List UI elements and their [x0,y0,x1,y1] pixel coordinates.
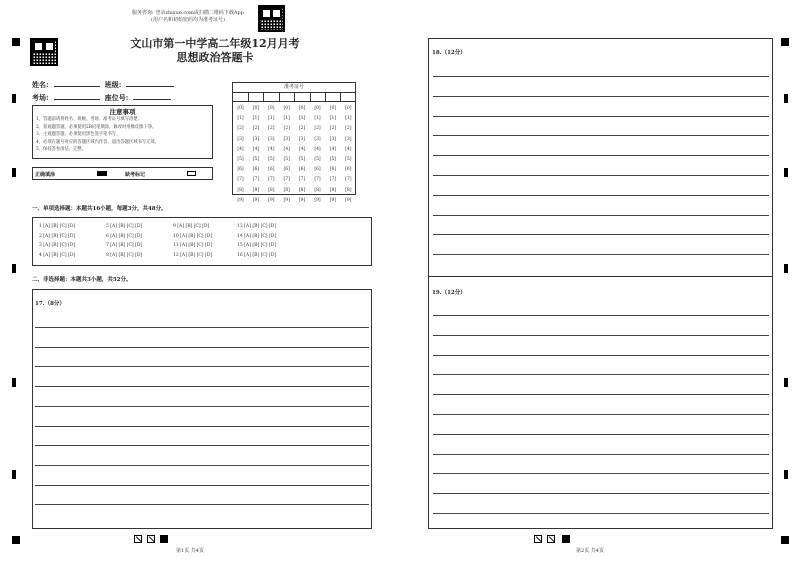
admission-digit-bubble[interactable]: [3] [329,136,337,142]
service-notice: 服务咨询: 登录zhixue.com或扫描二维码下载App [132,10,244,16]
q18-answer-line[interactable] [433,135,769,136]
timing-mark [12,168,16,177]
admission-digit-column [296,104,308,206]
admission-digit-bubble[interactable]: [6] [298,167,306,173]
q19-label: 19.（12分） [432,290,466,296]
admission-digit-bubble[interactable]: [5] [298,157,306,163]
admission-digit-bubble[interactable]: [5] [268,157,275,163]
q19-answer-line[interactable] [433,473,769,474]
q19-answer-line[interactable] [433,454,769,455]
admission-digit-bubble[interactable]: [8] [252,187,260,193]
q18-answer-line[interactable] [433,254,769,255]
admission-digit-bubble[interactable]: [0] [237,106,244,111]
admission-digit-bubble[interactable]: [0] [298,106,306,111]
page-fill-mark [562,535,570,543]
q18-answer-line[interactable] [433,96,769,97]
admission-digit-column [312,104,324,206]
admission-digit-bubble[interactable]: [1] [314,116,321,122]
missing-mark-checkbox[interactable] [187,171,196,176]
admission-digit-bubble[interactable]: [0] [329,106,337,111]
q17-answer-line[interactable] [35,366,369,367]
page-check-mark [147,535,155,543]
q18-answer-line[interactable] [433,234,769,235]
q17-label: 17.（8分） [35,301,65,307]
mc-question-row[interactable]: 2 [A] [B] [C] [D] [39,233,76,239]
notice-item: 3、主观题答题，必须使用黑色签字笔书写。 [36,132,121,138]
admission-digit-bubble[interactable]: [6] [252,167,260,173]
notice-item: 4、必须在题号对应的答题区域内作答，超出答题区域书写无效。 [36,139,160,145]
mc-question-row[interactable]: 8 [A] [B] [C] [D] [106,252,143,258]
room-field[interactable] [54,92,100,100]
admission-digit-bubble[interactable]: [2] [252,126,260,132]
admission-digit-bubble[interactable]: [9] [329,197,337,203]
mc-question-row[interactable]: 1 [A] [B] [C] [D] [39,224,76,229]
admission-digit-bubble[interactable]: [2] [345,126,352,132]
registration-mark [781,536,789,544]
q18-answer-line[interactable] [433,76,769,77]
admission-digit-bubble[interactable]: [0] [252,106,260,111]
mc-question-row[interactable]: 9 [A] [B] [C] [D] [173,224,210,229]
q19-answer-line[interactable] [433,513,769,514]
q18-answer-line[interactable] [433,195,769,196]
admission-digit-bubble[interactable]: [9] [268,197,275,203]
admission-digit-bubble[interactable]: [0] [314,106,321,111]
q18-answer-line[interactable] [433,215,769,216]
admission-digit-column [250,104,262,206]
registration-mark [781,38,789,46]
admission-digit-bubble[interactable]: [0] [268,106,275,111]
notice-title: 注意事项 [109,108,136,116]
page-number-1: 第1页 共4页 [176,548,204,554]
q19-answer-line[interactable] [433,434,769,435]
admission-digit-bubble[interactable]: [3] [314,136,321,142]
timing-mark [12,378,16,387]
admission-number-box [232,82,356,203]
q19-answer-line[interactable] [433,315,769,316]
admission-digit-bubble[interactable]: [6] [283,167,290,173]
admission-digit-bubble[interactable]: [2] [268,126,275,132]
admission-digit-bubble[interactable]: [6] [329,167,337,173]
admission-digit-column [265,104,277,206]
admission-digit-bubble[interactable]: [9] [298,197,306,203]
admission-digit-bubble[interactable]: [1] [252,116,260,122]
mc-question-row[interactable]: 16 [A] [B] [C] [D] [237,252,277,258]
mc-question-row[interactable]: 13 [A] [B] [C] [D] [237,224,277,229]
admission-digit-column [342,104,354,206]
q18-label: 18.（12分） [432,50,466,56]
timing-mark [12,470,16,479]
timing-mark [12,264,16,273]
correct-fill-label: 正确填涂 [35,172,56,178]
admission-digit-bubble[interactable]: [4] [283,146,290,152]
page-number-2: 第2页 共4页 [576,548,604,554]
admission-digit-bubble[interactable]: [1] [298,116,306,122]
admission-digit-bubble[interactable]: [3] [345,136,352,142]
notice-item: 1、答题前请将姓名、班级、考场、准考证号填写清楚。 [36,117,142,122]
admission-digit-bubble[interactable]: [5] [314,157,321,163]
admission-digit-bubble[interactable]: [7] [329,177,337,183]
q19-answer-line[interactable] [433,414,769,415]
app-qr-code [258,5,285,32]
multiple-choice-box [32,217,372,266]
admission-digit-bubble[interactable]: [9] [314,197,321,203]
admission-digit-bubble[interactable]: [5] [345,157,352,163]
admission-digit-bubble[interactable]: [1] [237,116,244,122]
admission-digit-bubble[interactable]: [9] [283,197,290,203]
admission-digit-bubble[interactable]: [7] [252,177,260,183]
admission-digit-bubble[interactable]: [4] [314,146,321,152]
timing-mark [784,264,788,273]
right-answer-area [428,38,773,529]
q17-answer-line[interactable] [35,426,369,427]
admission-digit-bubble[interactable]: [2] [298,126,306,132]
admission-digit-bubble[interactable]: [8] [345,187,352,193]
service-notice-sub: (用户名和初始密码均为准考证号) [151,17,225,23]
mc-question-row[interactable]: 14 [A] [B] [C] [D] [237,233,277,239]
admission-digit-bubble[interactable]: [7] [268,177,275,183]
admission-digit-bubble[interactable]: [2] [314,126,321,132]
registration-mark [12,38,20,46]
page-check-mark [547,535,555,543]
correct-fill-sample [97,171,107,176]
mc-question-row[interactable]: 10 [A] [B] [C] [D] [173,233,213,239]
q17-answer-line[interactable] [35,327,369,328]
q18-answer-line[interactable] [433,175,769,176]
admission-digit-bubble[interactable]: [9] [237,197,244,203]
timing-mark [784,94,788,103]
q19-answer-line[interactable] [433,335,769,336]
exam-title: 文山市第一中学高二年级12月月考 [130,37,300,50]
mc-question-row[interactable]: 5 [A] [B] [C] [D] [106,224,143,229]
admission-digit-bubble[interactable]: [3] [283,136,290,142]
admission-digit-bubble[interactable]: [3] [298,136,306,142]
admission-digit-bubble[interactable]: [7] [237,177,244,183]
admission-digit-bubble[interactable]: [2] [329,126,337,132]
admission-digit-bubble[interactable]: [3] [252,136,260,142]
answer-sheet-title: 思想政治答题卡 [176,51,254,64]
seat-label: 座位号: [104,93,129,102]
mc-question-row[interactable]: 3 [A] [B] [C] [D] [39,243,76,248]
admission-digit-bubble[interactable]: [5] [252,157,260,163]
missing-mark-label: 缺考标记 [125,172,146,178]
admission-digit-bubble[interactable]: [7] [283,177,290,183]
admission-digit-column [281,104,293,206]
timing-mark [784,378,788,387]
admission-digit-bubble[interactable]: [9] [252,197,260,203]
admission-digit-bubble[interactable]: [1] [283,116,290,122]
admission-digit-bubble[interactable]: [0] [283,106,290,111]
admission-digit-bubble[interactable]: [5] [237,157,244,163]
admission-digit-bubble[interactable]: [6] [268,167,275,173]
page-check-mark [534,535,542,543]
q17-answer-line[interactable] [35,386,369,387]
admission-digit-bubble[interactable]: [4] [298,146,306,152]
q18-q19-divider [429,276,772,277]
registration-mark [12,536,20,544]
timing-mark [784,470,788,479]
name-label: 姓名: [32,80,49,89]
q17-answer-line[interactable] [35,485,369,486]
section-2-heading: 二、非选择题：本题共3小题，共52分。 [32,277,132,283]
mc-question-row[interactable]: 15 [A] [B] [C] [D] [237,243,277,248]
q19-answer-line[interactable] [433,394,769,395]
class-label: 班级: [104,80,122,89]
admission-digit-column [327,104,339,206]
q17-answer-line[interactable] [35,465,369,466]
q18-answer-line[interactable] [433,116,769,117]
admission-digit-bubble[interactable]: [1] [345,116,352,122]
admission-digit-bubble[interactable]: [2] [237,126,244,132]
mc-question-row[interactable]: 11 [A] [B] [C] [D] [173,243,213,248]
q18-answer-line[interactable] [433,155,769,156]
admission-digit-column [235,104,247,206]
q17-answer-line[interactable] [35,406,369,407]
admission-digit-bubble[interactable]: [8] [268,187,275,193]
admission-digit-bubble[interactable]: [8] [314,187,321,193]
admission-digit-bubble[interactable]: [6] [237,167,244,173]
admission-digit-bubble[interactable]: [8] [329,187,337,193]
section-1-heading: 一、单项选择题：本题共16小题，每题3分，共48分。 [32,206,167,212]
admission-digit-bubble[interactable]: [7] [345,177,352,183]
notice-item: 2、客观题答题，必须使用2B铅笔填涂，修改时用橡皮擦干净。 [36,124,157,130]
mc-question-row[interactable]: 12 [A] [B] [C] [D] [173,252,213,258]
admission-digit-bubble[interactable]: [9] [345,197,352,203]
notice-box [32,105,213,159]
timing-mark [12,94,16,103]
q17-answer-line[interactable] [35,347,369,348]
q17-answer-box [32,289,372,529]
admission-digit-bubble[interactable]: [5] [329,157,337,163]
admission-digit-bubble[interactable]: [4] [345,146,352,152]
admission-digit-bubble[interactable]: [8] [283,187,290,193]
admission-digit-bubble[interactable]: [6] [314,167,321,173]
page-fill-mark [160,535,168,543]
admission-digit-bubble[interactable]: [2] [283,126,290,132]
admission-digit-bubble[interactable]: [5] [283,157,290,163]
admission-digit-bubble[interactable]: [3] [237,136,244,142]
room-label: 考场: [32,93,49,102]
student-qr-code [30,38,58,66]
mc-question-row[interactable]: 6 [A] [B] [C] [D] [106,233,143,239]
admission-digit-bubble[interactable]: [4] [329,146,337,152]
admission-digit-bubble[interactable]: [4] [268,146,275,152]
admission-digit-bubble[interactable]: [3] [268,136,275,142]
admission-digit-bubble[interactable]: [1] [268,116,275,122]
admission-digit-bubble[interactable]: [8] [298,187,306,193]
admission-digit-bubble[interactable]: [0] [345,106,352,111]
admission-digit-bubble[interactable]: [4] [237,146,244,152]
q19-answer-line[interactable] [433,355,769,356]
notice-item: 5、保持答卷清洁、完整。 [36,147,86,153]
q17-answer-line[interactable] [35,504,369,505]
q19-answer-line[interactable] [433,493,769,494]
fill-example-box [32,167,213,180]
admission-digit-bubble[interactable]: [4] [252,146,260,152]
page-check-mark [134,535,142,543]
admission-digit-bubble[interactable]: [7] [298,177,306,183]
admission-digit-bubble[interactable]: [8] [237,187,244,193]
admission-digit-bubble[interactable]: [1] [329,116,337,122]
q17-answer-line[interactable] [35,445,369,446]
seat-field[interactable] [133,92,171,100]
timing-mark [784,168,788,177]
admission-digit-bubble[interactable]: [6] [345,167,352,173]
admission-digit-bubble[interactable]: [7] [314,177,321,183]
admission-label: 准考证号 [233,83,355,93]
q19-answer-line[interactable] [433,374,769,375]
mc-question-row[interactable]: 4 [A] [B] [C] [D] [39,252,76,258]
mc-question-row[interactable]: 7 [A] [B] [C] [D] [106,243,143,248]
